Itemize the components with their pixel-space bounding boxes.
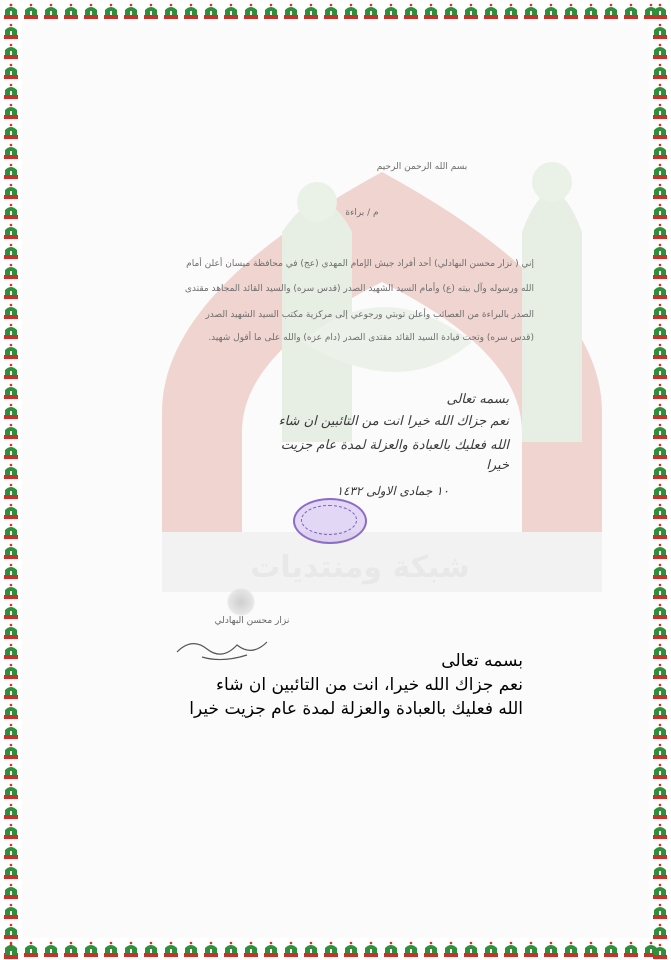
border-tile-icon	[182, 940, 200, 958]
border-tile-icon	[442, 2, 460, 20]
border-tile-icon	[651, 102, 669, 120]
reply-line: نعم جزاك الله خيرا، انت من التائبين ان شاء	[216, 675, 523, 695]
border-tile-icon	[502, 2, 520, 20]
border-tile-icon	[651, 562, 669, 580]
fingerprint-mark	[226, 588, 256, 616]
border-tile-icon	[651, 842, 669, 860]
body-line: (قدس سره) وتحت قيادة السيد القائد مقتدى الصدر (دام عزه) والله على ما أقول شهيد.	[208, 333, 534, 343]
border-tile-icon	[502, 940, 520, 958]
handwritten-line: خيرا	[486, 458, 509, 473]
border-tile-icon	[651, 662, 669, 680]
border-tile-icon	[202, 940, 220, 958]
border-tile-icon	[282, 940, 300, 958]
signatory-name: نزار محسن البهادلي	[214, 616, 290, 626]
border-tile-icon	[82, 940, 100, 958]
official-stamp	[293, 498, 367, 544]
border-tile-icon	[651, 242, 669, 260]
border-tile-icon	[302, 940, 320, 958]
border-tile-icon	[262, 2, 280, 20]
border-tile-icon	[42, 2, 60, 20]
border-tile-icon	[651, 142, 669, 160]
basmala: بسم الله الرحمن الرحيم	[376, 162, 468, 172]
border-tile-icon	[62, 2, 80, 20]
border-tile-icon	[222, 940, 240, 958]
border-right	[649, 0, 671, 960]
border-tile-icon	[522, 2, 540, 20]
border-tile-icon	[2, 582, 20, 600]
border-tile-icon	[651, 442, 669, 460]
border-tile-icon	[162, 2, 180, 20]
border-tile-icon	[2, 262, 20, 280]
border-tile-icon	[442, 940, 460, 958]
border-tile-icon	[651, 202, 669, 220]
border-tile-icon	[2, 142, 20, 160]
border-tile-icon	[2, 202, 20, 220]
reply-line: الله فعليك بالعبادة والعزلة لمدة عام جزيت خيرا	[189, 699, 523, 719]
border-tile-icon	[82, 2, 100, 20]
border-tile-icon	[651, 362, 669, 380]
handwritten-date: ١٠ جمادى الاولى ١٤٣٢	[336, 484, 449, 498]
border-tile-icon	[651, 342, 669, 360]
border-tile-icon	[651, 582, 669, 600]
border-tile-icon	[242, 2, 260, 20]
border-tile-icon	[2, 682, 20, 700]
border-tile-icon	[2, 422, 20, 440]
border-tile-icon	[522, 940, 540, 958]
border-tile-icon	[651, 62, 669, 80]
border-tile-icon	[542, 940, 560, 958]
border-tile-icon	[362, 2, 380, 20]
border-tile-icon	[2, 942, 20, 960]
border-left	[0, 0, 22, 960]
border-tile-icon	[382, 2, 400, 20]
border-tile-icon	[422, 940, 440, 958]
border-tile-icon	[342, 2, 360, 20]
border-tile-icon	[651, 822, 669, 840]
body-line: الله ورسوله وآل بيته (ع) وأمام السيد الشهيد الصدر (قدس سره) والسيد القائد المجاهد مقتدى	[184, 284, 534, 294]
border-tile-icon	[2, 22, 20, 40]
handwritten-line: الله فعليك بالعبادة والعزلة لمدة عام جزيت	[280, 438, 509, 453]
border-tile-icon	[651, 522, 669, 540]
border-tile-icon	[2, 662, 20, 680]
border-tile-icon	[2, 402, 20, 420]
border-top	[0, 0, 671, 22]
border-tile-icon	[62, 940, 80, 958]
border-tile-icon	[651, 902, 669, 920]
border-tile-icon	[582, 2, 600, 20]
border-tile-icon	[122, 940, 140, 958]
border-tile-icon	[622, 2, 640, 20]
border-tile-icon	[651, 942, 669, 960]
border-tile-icon	[2, 102, 20, 120]
border-tile-icon	[2, 82, 20, 100]
border-tile-icon	[322, 940, 340, 958]
border-tile-icon	[342, 940, 360, 958]
border-tile-icon	[651, 682, 669, 700]
border-tile-icon	[2, 922, 20, 940]
border-tile-icon	[2, 642, 20, 660]
border-tile-icon	[262, 940, 280, 958]
border-tile-icon	[142, 2, 160, 20]
border-tile-icon	[582, 940, 600, 958]
border-tile-icon	[651, 402, 669, 420]
border-tile-icon	[651, 782, 669, 800]
border-tile-icon	[651, 262, 669, 280]
border-tile-icon	[2, 802, 20, 820]
border-tile-icon	[651, 302, 669, 320]
document-subject: م / براءة	[345, 208, 379, 218]
border-tile-icon	[651, 422, 669, 440]
border-tile-icon	[651, 382, 669, 400]
border-tile-icon	[2, 842, 20, 860]
border-tile-icon	[2, 882, 20, 900]
border-tile-icon	[651, 742, 669, 760]
border-tile-icon	[542, 2, 560, 20]
border-tile-icon	[102, 940, 120, 958]
border-tile-icon	[651, 622, 669, 640]
border-tile-icon	[2, 242, 20, 260]
border-tile-icon	[2, 602, 20, 620]
border-tile-icon	[2, 782, 20, 800]
border-tile-icon	[651, 722, 669, 740]
border-tile-icon	[602, 940, 620, 958]
border-tile-icon	[182, 2, 200, 20]
border-tile-icon	[382, 940, 400, 958]
border-bottom	[0, 938, 671, 960]
border-tile-icon	[651, 802, 669, 820]
border-tile-icon	[22, 940, 40, 958]
border-tile-icon	[651, 502, 669, 520]
border-tile-icon	[202, 2, 220, 20]
border-tile-icon	[482, 940, 500, 958]
border-tile-icon	[142, 940, 160, 958]
border-tile-icon	[562, 2, 580, 20]
border-tile-icon	[282, 2, 300, 20]
border-tile-icon	[2, 362, 20, 380]
border-tile-icon	[302, 2, 320, 20]
reply-line: بسمه تعالى	[441, 651, 523, 671]
border-tile-icon	[2, 162, 20, 180]
border-tile-icon	[362, 940, 380, 958]
border-tile-icon	[651, 82, 669, 100]
stamp-ring	[301, 505, 357, 535]
border-tile-icon	[462, 2, 480, 20]
handwritten-line: نعم جزاك الله خيرا انت من التائبين ان شاء	[278, 414, 509, 429]
border-tile-icon	[651, 2, 669, 20]
border-tile-icon	[651, 602, 669, 620]
border-tile-icon	[562, 940, 580, 958]
watermark-text: شبكة ومنتديات	[250, 550, 470, 585]
border-tile-icon	[651, 282, 669, 300]
handwritten-line: بسمه تعالى	[446, 392, 509, 407]
border-tile-icon	[2, 742, 20, 760]
document-page	[22, 22, 649, 938]
border-tile-icon	[322, 2, 340, 20]
border-tile-icon	[2, 762, 20, 780]
border-tile-icon	[482, 2, 500, 20]
border-tile-icon	[462, 940, 480, 958]
border-tile-icon	[122, 2, 140, 20]
border-tile-icon	[651, 42, 669, 60]
border-tile-icon	[2, 522, 20, 540]
border-tile-icon	[2, 322, 20, 340]
border-tile-icon	[2, 302, 20, 320]
border-tile-icon	[2, 562, 20, 580]
border-tile-icon	[422, 2, 440, 20]
body-line: الصدر بالبراءة من العصائب وأعلن توبتي ورجوعي إلى مركزية مكتب السيد الشهيد الصدر	[205, 310, 534, 320]
border-tile-icon	[651, 322, 669, 340]
border-tile-icon	[2, 62, 20, 80]
border-tile-icon	[651, 922, 669, 940]
border-tile-icon	[2, 182, 20, 200]
border-tile-icon	[2, 482, 20, 500]
border-tile-icon	[22, 2, 40, 20]
border-tile-icon	[242, 940, 260, 958]
border-tile-icon	[651, 862, 669, 880]
border-tile-icon	[651, 702, 669, 720]
border-tile-icon	[651, 642, 669, 660]
body-line: إني ( نزار محسن البهادلي) أحد أفراد جيش الإمام المهدي (عج) في محافظة ميسان أعلن أمام	[186, 259, 534, 269]
border-tile-icon	[2, 342, 20, 360]
border-tile-icon	[651, 182, 669, 200]
border-tile-icon	[651, 762, 669, 780]
border-tile-icon	[651, 22, 669, 40]
border-tile-icon	[222, 2, 240, 20]
border-tile-icon	[651, 542, 669, 560]
border-tile-icon	[402, 2, 420, 20]
border-tile-icon	[402, 940, 420, 958]
border-tile-icon	[651, 122, 669, 140]
border-tile-icon	[2, 722, 20, 740]
border-tile-icon	[2, 42, 20, 60]
signature-scrawl	[172, 627, 282, 667]
border-tile-icon	[2, 622, 20, 640]
border-tile-icon	[2, 2, 20, 20]
border-tile-icon	[651, 882, 669, 900]
border-tile-icon	[2, 122, 20, 140]
border-tile-icon	[2, 862, 20, 880]
border-tile-icon	[602, 2, 620, 20]
border-tile-icon	[2, 542, 20, 560]
border-tile-icon	[2, 442, 20, 460]
border-tile-icon	[651, 222, 669, 240]
border-tile-icon	[102, 2, 120, 20]
border-tile-icon	[2, 382, 20, 400]
border-tile-icon	[2, 282, 20, 300]
border-tile-icon	[42, 940, 60, 958]
border-tile-icon	[2, 502, 20, 520]
border-tile-icon	[2, 822, 20, 840]
border-tile-icon	[2, 902, 20, 920]
border-tile-icon	[2, 702, 20, 720]
border-tile-icon	[2, 462, 20, 480]
border-tile-icon	[162, 940, 180, 958]
border-tile-icon	[651, 462, 669, 480]
border-tile-icon	[651, 482, 669, 500]
border-tile-icon	[651, 162, 669, 180]
border-tile-icon	[2, 222, 20, 240]
border-tile-icon	[622, 940, 640, 958]
